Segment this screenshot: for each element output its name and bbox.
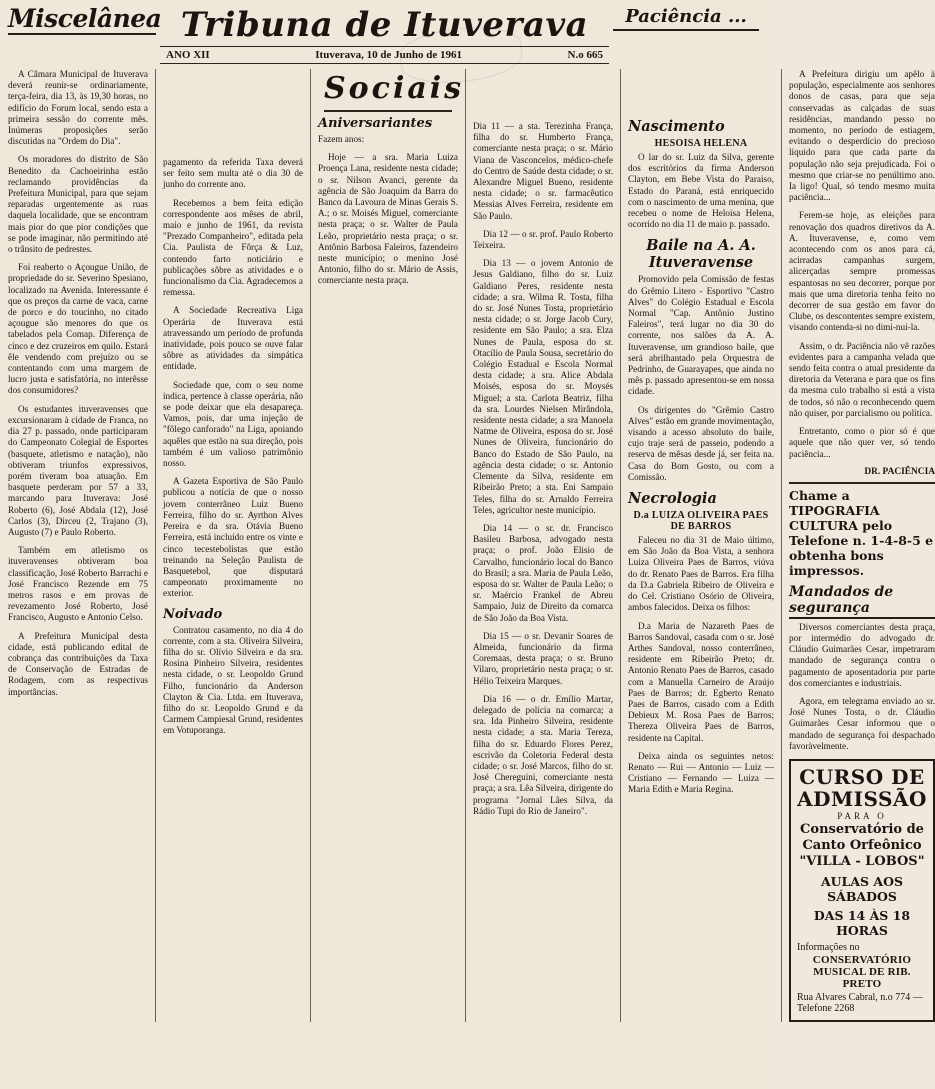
paciencia-p4: Entretanto, como o pior só é que aquele que não quer ver, só tendo paciência... [789, 426, 935, 459]
nascimento-subhead: HESOISA HELENA [654, 138, 748, 149]
paper-title: Tribuna de Ituverava [180, 5, 589, 45]
issue-number: N.o 665 [567, 49, 603, 61]
issue-place-date: Ituverava, 10 de Junho de 1961 [315, 49, 462, 61]
miscelanea-p7: pagamento da referida Taxa deverá ser feito sem multa até o dia 30 de junho do corrente ano. [163, 157, 303, 190]
column-divider-5 [781, 69, 782, 1022]
column-divider-3 [465, 69, 466, 1022]
miscelanea-p10: Sociedade que, com o seu nome indica, pertence à classe operária, não se pode deixar que ela desapareça. Vamos, pois, dar uma injeção de "fôlego canforado" na Liga, apoiando aquêles que estão na sua direção, pois também é um valioso patrimônio nosso. [163, 379, 303, 469]
tipografia-ad-text: Chame a TIPOGRAFIA CULTURA pelo Telefone n. 1-4-8-5 e obtenha bons impressos. [789, 487, 934, 578]
masthead [8, 6, 759, 64]
mandados-p1: Diversos comerciantes desta praça, por intermédio do advogado dr. Cláudio Guimarães Cesar, impetraram mandado de segurança contra o pagamento de aposentadoria por parte dos comerciantes e industriais. [789, 621, 935, 688]
paciencia-p1: A Prefeitura dirigiu um apêlo à população, especialmente aos senhores donos de casas, para que seja conservadas as calçadas de suas residências, mandando pesso no momento, no período de estiagem, evitando o desperdício do precioso líquido para que cada parte da população não seja prejudicada. Foi o mesmo que criar-se no penúltimo ano. Ia ligo! Qual, só tendo mesmo muita paciência... [789, 69, 935, 203]
masthead-left-column [8, 4, 162, 38]
aniversariantes-intro: Fazem anos: [318, 134, 365, 144]
curso-admissao-ad[interactable] [789, 759, 935, 1022]
column5-top-spacer [628, 69, 774, 115]
necrologia-heading: Necrologia [628, 490, 717, 508]
column-sociais-right [473, 69, 613, 824]
mandados-heading: Mandados de segurança [789, 584, 935, 619]
paciencia-bottom-rule [789, 482, 935, 484]
baile-heading: Baile na A. A. Ituveravense [646, 237, 756, 272]
nascimento-p1: O lar do sr. Luiz da Silva, gerente dos escritórios da firma Anderson Clayton, em Bebe Vista do Paraiso, Estado do Paraná, está enriquecido com o nascimento de uma menina, que recebeu o nome de Heloisa Helena, ocorrido no dia 11 de maio p. passado. [628, 152, 774, 230]
paciencia-p2: Ferem-se hoje, as eleições para renovação dos quadros diretivos da A. A. Ituveravense, e, como vem acontecendo com os anos para cá, acirradas campanhas surgem, alicerçadas sempre promessas espantosas no seu decorrer, porque por mais que uma diretoria tenha feito no decorrer de sua gestão em favor do Clube, os descontentes sempre existem, visando contenda-si no dimi-nui-la. [789, 210, 935, 333]
miscelanea-p1: A Câmara Municipal de Ituverava deverá reunir-se ordinariamente, terça-feira, dia 13, às 19,30 horas, no edifício do Forum local, sendo esta a primeira sessão do corrente mês. Inúmeras proposições serão discutidas na "Ordem do Dia". [8, 69, 148, 147]
aniversariantes-p2: Dia 11 — a sta. Terezinha França, filha do sr. Humberto França, comerciante nesta praça; o sr. Mário Viana de Vasconcelos, médico-chefe do Centro de Saúde desta cidade; o sr. Alexandre Miguel Bueno, residente nesta cidade; o sr. farmacêutico Messias Alves Ferreira, residente em São Paulo. [473, 121, 613, 221]
masthead-center [160, 6, 609, 64]
necrologia-subhead: D.a LUIZA OLIVEIRA PAES DE BARROS [633, 510, 769, 533]
miscelanea-p4: Os estudantes ituveravenses que excursionaram à cidade de Franca, no dia 27 p. passado, onde participaram do Campeonato Colegial de Esportes (basquete, atletismo e natação), não obtiveram triunfos expressivos, porém tiveram boa atuação. Em basquete perderam por 57 a 33, marcando para Ituverava: José Roberto (6), José Abdala (12), José Carlos (3), Dirceu (2, Trajano (3), Augusto (7) e Paulo Roberto. [8, 403, 148, 537]
aniversariantes-p3: Dia 12 — o sr. prof. Paulo Roberto Teixeira. [473, 228, 613, 251]
column4-top-spacer [473, 69, 613, 121]
sociais-banner [318, 71, 465, 106]
baile-p2: Os dirigentes do "Grêmio Castro Alves" estão em grande movimentação, visando a acesso absoluto do baile, cujo traje será de passeio, podendo a reserva de mêsas desde já, ser feita na. Casa do Bom Gosto, ou com a Comissão. [628, 404, 774, 482]
column-five [628, 69, 774, 803]
sociais-banner-rule [324, 110, 453, 112]
paciencia-signature: DR. PACIÊNCIA [864, 466, 935, 477]
aniversariantes-p5: Dia 14 — o sr. dr. Francisco Basileu Barbosa, advogado nesta praça; o prof. João Elisio de Carvalho, funcionário local do Banco do Brasil; a sra. Maria de Paula Leão, esposa do sr. Walter de Paula Leão; o sr. Maércio Frankel de Abreu Sampaio, Juiz de Direito da comarca de São João da Boa Vista. [473, 522, 613, 623]
column-miscelanea-cont [163, 69, 303, 744]
issue-year: ANO XII [166, 49, 210, 61]
curso-address: Rua Alvares Cabral, n.o 774 — Telefone 2268 [797, 991, 923, 1014]
curso-info-label: Informações no [797, 941, 860, 953]
curso-title: CURSO DE ADMISSÃO [797, 764, 927, 811]
column-divider-4 [620, 69, 621, 1022]
nascimento-heading: Nascimento [628, 118, 725, 135]
necrologia-p3: Deixa ainda os seguintes netos: Renato — Rui — Antonio — Luiz — Cristiano — Fernando — Luiza — Maria Edith e Maria Regina. [628, 750, 774, 795]
column2-top-spacer [163, 73, 303, 157]
paciencia-p3: Assim, o dr. Paciência não vê razões evidentes para a campanha velada que sendo feita contra o atual presidente da diretoria da Veterana e para que os fins da mesma culo trabalho si está a vista de todos, só não o reconhecendo quem não quiser, por parcialismo ou política. [789, 340, 935, 418]
paciencia-title: Paciência ... [613, 6, 759, 31]
column-divider-2 [310, 69, 311, 1022]
noivado-p1: Contratou casamento, no dia 4 do corrente, com a sta. Oliveira Silveira, filha do sr. Olívio Silveira e da sra. Rosina Pinheiro Silveira, residentes nesta cidade, o sr. Leopoldo Grund Filho, funcionário da Anderson Clayton & Cia. Ltda. em Ituverava, filho do sr. Leopoldo Grund e da Carmem Campiesal Grund, residentes em Votuporanga. [163, 624, 303, 736]
noivado-heading: Noivado [163, 606, 223, 622]
miscelanea-p2: Os moradores do distrito de São Benedito da Cachoeirinha estão reclamando providências da Prefeitura Municipal, para que sejam reparadas urgentemente as ruas daquela localidade, que se encontram mais pior do que pior condições que se pode imaginar, não permitindo até o trânsito de pedrestes. [8, 154, 148, 255]
column-divider-1 [155, 69, 156, 1022]
masthead-meta [160, 46, 609, 64]
miscelanea-p6: A Prefeitura Municipal desta cidade, está publicando edital de cobrança das contribuições da Taxa de Conservação de Estradas de Rodagem, com as respectivas importâncias. [8, 630, 148, 697]
aniversariantes-p7: Dia 16 — o dr. Emílio Martar, delegado de polícia na comarca; a sra. Ida Pinheiro Silveira, residente nesta cidade; a sta. Maria Tereza, filha do sr. Eduardo Flores Perez, escrivão da Coletoria Federal desta cidade; o sr. José Marcos, filho do sr. José Chereguini, comerciante nesta praça; a sra. Lêa Silveira, dirigente do programa "Jornal Lães Silva, da Rádio Tupi do Rio de Janeiro". [473, 693, 613, 816]
necrologia-p2: D.a Maria de Nazareth Paes de Barros Sandoval, casada com o sr. José Arthes Sandoval, nosso conterrâneo, residente em Ribeirão Preto; dr. Antonio Renato Paes de Barros, casado com a Manuella Carneiro de Araújo Paes de Barros; dr. Egberto Renato Paes de Barros, casado com a Edith Debieux M. Rosa Paes de Barros; Thereza Oliveira Paes de Barros, residente na Capital. [628, 620, 774, 743]
tipografia-ad[interactable] [789, 488, 935, 578]
miscelanea-p3: Foi reaberto o Açougue União, de propriedade do sr. Severino Spesiano, localizado na Avenida. Interessante é que os preços da carne de vaca, carne de porco e do toucinho, no citado açougue são menores do que os tabelados pela Comap. Diferença de cinco e dez cruzeiros em quilo. Estará êle vendendo com prejuízo ou se contentando com uma margem de lucro justa e satisfatória, no interêsse dos consumidores? [8, 262, 148, 396]
curso-conservatorio-musical: CONSERVATÓRIO MUSICAL DE RIB. PRETO [812, 953, 912, 990]
body-grid [8, 69, 935, 1022]
necrologia-p1: Faleceu no dia 31 de Maio último, em São João da Boa Vista, a senhora Luiza Oliveira Paes de Barros, viúva do dr. Renato Paes de Barros. Era filha da D.a Gabriela Ribeiro de Oliveira e do Cel. Cristiano Osório de Oliveira, ambos falecidos. Deixa os filhos: [628, 535, 774, 613]
column-sociais-left [318, 69, 465, 294]
sociais-banner-text: Sociais [324, 71, 465, 106]
aniversariantes-heading: Aniversariantes [318, 116, 433, 131]
column-miscelanea [8, 69, 148, 705]
miscelanea-title: Miscelânea [8, 4, 162, 33]
miscelanea-p11: A Gazeta Esportiva de São Paulo publicou a notícia de que o nosso jovem conterrâneo Luiz Bueno Ferreira, filho do sr. Ayrthon Alves Pereira e da sra. Otávia Bueno Ferreira, está incluído entre os vinte e cinco tecestebolistas que estão treinando na Seleção Paulista de Basquetebol, que disputará campeonato proximamente no exterior. [163, 476, 303, 599]
aniversariantes-p1: Hoje — a sra. Maria Luiza Proença Lana, residente nesta cidade; o sr. Nilson Avanci, gerente da agência de São Joaquim da Barra do Banco da Lavoura de Minas Gerais S. A.; o sr. Moisés Miguel, comerciante nesta praça; o sr. Walter de Paula Leão, proprietário nesta praça; o sr. Antônio Barbosa Faleiros, fazendeiro neste município; o menino José Antonio, filho do sr. Mário de Assis, comerciante nesta praça. [318, 152, 458, 286]
curso-para-label: PARA O [837, 810, 887, 821]
aniversariantes-p6: Dia 15 — o sr. Devanir Soares de Almeida, funcionário da firma Coremaas, desta praça; o sr. Bruno Vilaro, proprietário nesta praça; o sr. Hélio Teixeira Marques. [473, 630, 613, 686]
curso-aulas: AULAS AOS SÁBADOS [820, 873, 904, 904]
masthead-right-column [613, 6, 759, 34]
aniversariantes-p4: Dia 13 — o jovem Antonio de Jesus Galdiano, filho do sr. Luiz Galdiano Peres, residente nesta cidade; a sra. Wilma R. Tosta, filha do sr. José Nunes Tosta, proprietário nesta cidade; o sr. Jorge Jacob Cury, residente em São Paulo; a sra. Elza Nunes de Paula, esposa do sr. Otacílio de Paula Sousa, secretário do Colégio Estadual e Escola Normal desta cidade; a sra. Alice Abdala Moisés, esposa do sr. Moysés Miguel; a sta. Carlota Beatriz, filha da sra. Lourdes Nielsen Mirândola, residente nesta cidade; a sra Manoela Natme de Oliveira, esposa do sr. José Nunes de Oliveira, funcionário do Banco do Estado de São Paulo, na agência desta cidade; o sr. Antonio Clemente da Silva, residente em Ribeirão Preto; a sta. Eni Sampaio Teles, filha do sr. Arnaldo Ferreira Teles, agricultor neste município. [473, 258, 613, 515]
mandados-p2: Agora, em telegrama enviado ao sr. José Nunes Tosta, o dr. Cláudio Guimarães Cesar informou que o mandado de segurança foi despachado favoràvelmente. [789, 695, 935, 751]
miscelanea-p9: A Sociedade Recreativa Liga Operária de Ituverava está atravessando um período de profunda inatividade, pois pouco se ouve falar sôbre as atividades da simpática entidade. [163, 305, 303, 372]
curso-horario: DAS 14 ÀS 18 HORAS [813, 907, 911, 938]
baile-p1: Promovido pela Comissão de festas do Grêmio Litero - Esportivo "Castro Alves" do Colégio Estadual e Escola Normal "Cap. Antônio Justino Faleiros", terá lugar no dia 30 do corrente, nos salões da A. A. Ituveravense, um grandioso baile, que será abrilhantado pela Orquestra de Pedrinho, de Guarayapes, que ainda no mês p. passado apresentou-se em nossa cidade. [628, 274, 774, 397]
miscelanea-p8: Recebemos a bem feita edição correspondente aos mêses de abril, maio e junho de 1961, da revista "Prezado Companheiro", editada pela Cia. Paulista de Fôrça & Luz, contendo farto noticiário e publicações sôbre as atividades e o funcionalismo da Cia. Agradecemos a remessa. [163, 197, 303, 298]
miscelanea-p5: Também em atletismo os ituveravenses obtiveram boa classificação, José Roberto Barrachi e José Francisco Rezende em 75 metros rasos e em provas de revezamento José Roberto, José Francisco, Augusto e Antonio Celso. [8, 545, 148, 623]
curso-conservatorio: Conservatório de Canto Orfeônico "VILLA - LOBOS" [799, 821, 925, 869]
column-paciencia [789, 69, 935, 1022]
